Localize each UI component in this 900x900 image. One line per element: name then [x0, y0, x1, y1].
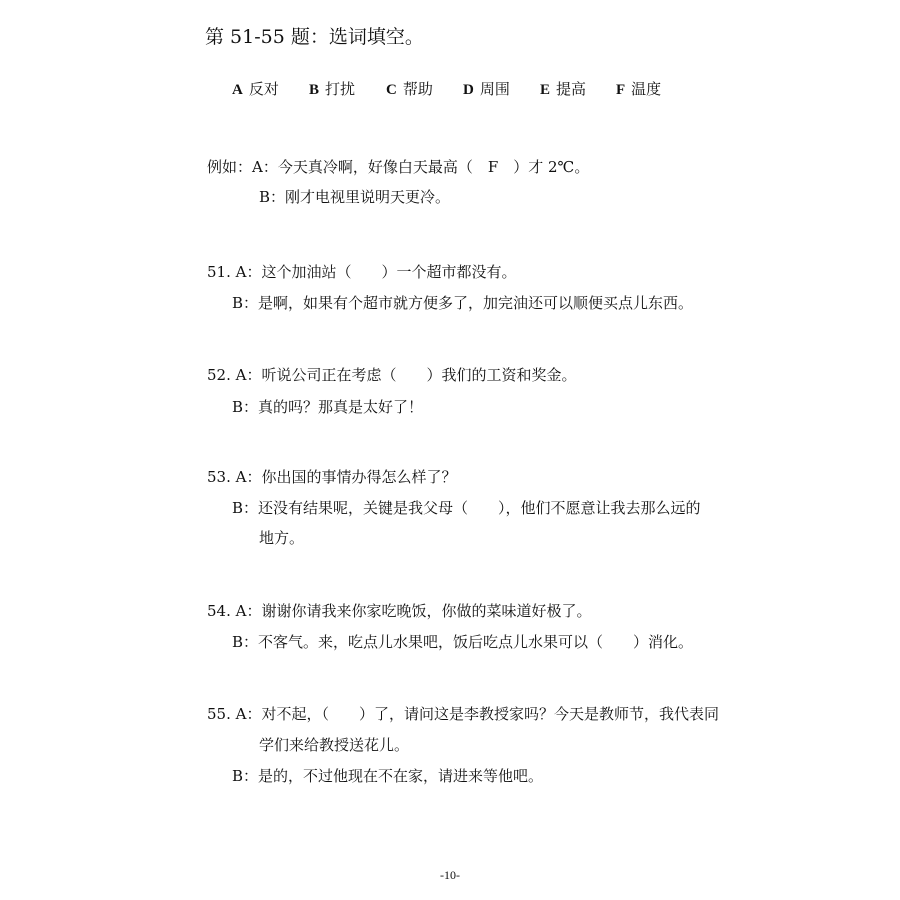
question-52-line-b: B：真的吗？那真是太好了！: [232, 398, 424, 416]
question-51-line-b: B：是啊，如果有个超市就方便多了，加完油还可以顺便买点儿东西。: [232, 294, 694, 312]
question-53-line-a: 53. A：你出国的事情办得怎么样了？: [207, 468, 457, 486]
question-55-line-c: B：是的，不过他现在不在家，请进来等他吧。: [232, 767, 544, 785]
option-d: D 周围: [463, 80, 510, 98]
example-line-a: 例如：A：今天真冷啊，好像白天最高（ F ）才 2℃。: [207, 158, 590, 176]
word-options: [0, 78, 900, 100]
question-54-line-a: 54. A：谢谢你请我来你家吃晚饭，你做的菜味道好极了。: [207, 602, 592, 620]
page-title: 第 51-55 题：选词填空。: [205, 26, 424, 48]
question-51-line-a: 51. A：这个加油站（ ）一个超市都没有。: [207, 263, 517, 281]
option-e: E 提高: [540, 80, 587, 98]
option-a: A 反对: [232, 80, 279, 98]
example-line-b: B：刚才电视里说明天更冷。: [259, 188, 451, 206]
question-53-line-c: 地方。: [259, 529, 305, 547]
option-c: C 帮助: [386, 80, 433, 98]
question-55-line-b: 学们来给教授送花儿。: [259, 736, 410, 754]
question-53-line-b: B：还没有结果呢，关键是我父母（ ），他们不愿意让我去那么远的: [232, 499, 701, 517]
question-52-line-a: 52. A：听说公司正在考虑（ ）我们的工资和奖金。: [207, 366, 577, 384]
question-54-line-b: B：不客气。来，吃点儿水果吧，饭后吃点儿水果可以（ ）消化。: [232, 633, 694, 651]
question-55-line-a: 55. A：对不起，（ ）了，请问这是李教授家吗？今天是教师节，我代表同: [207, 705, 719, 723]
option-b: B 打扰: [309, 80, 356, 98]
option-f: F 温度: [616, 80, 662, 98]
page-number: -10-: [440, 868, 460, 882]
